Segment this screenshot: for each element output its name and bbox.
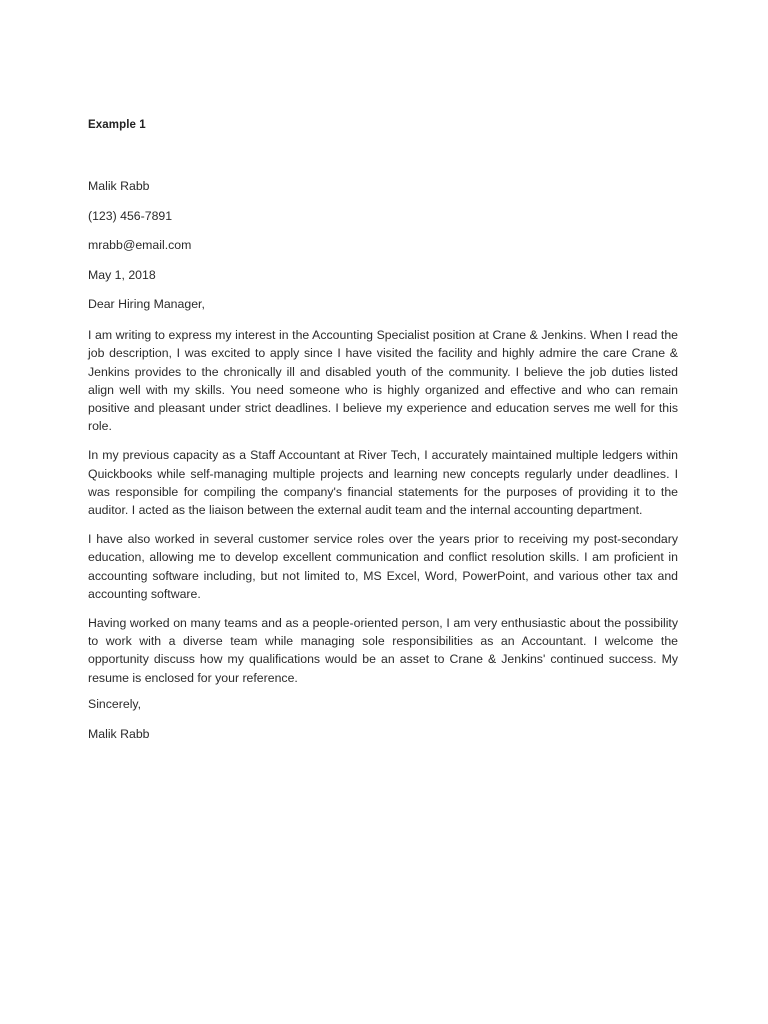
letterhead-block xyxy=(88,179,678,283)
salutation: Dear Hiring Manager, xyxy=(88,297,205,311)
valediction: Sincerely, xyxy=(88,697,142,712)
body-paragraph: In my previous capacity as a Staff Accountant at River Tech, I accurately maintained multiple ledgers within Quickbooks while self-managing multiple projects and learning new concepts regularly under deadlines. I was responsible for compiling the company's financial statements for the purposes of providing it to the auditor. I acted as the liaison between the external audit team and the internal accounting department. xyxy=(88,448,678,518)
sender-name: Malik Rabb xyxy=(88,179,150,193)
page-title: Example 1 xyxy=(88,119,146,131)
closing-block xyxy=(88,697,678,742)
signature-name: Malik Rabb xyxy=(88,726,150,741)
body-paragraph: I have also worked in several customer service roles over the years prior to receiving my post-secondary education, allowing me to develop excellent communication and conflict resolution skills. I am proficient in accounting software including, but not limited to, MS Excel, Word, PowerPoint, and various other tax and accounting software. xyxy=(88,531,678,601)
body-paragraph: I am writing to express my interest in the Accounting Specialist position at Crane & Jenkins. When I read the job description, I was excited to apply since I have visited the facility and highly admire the care Crane & Jenkins provides to the chronically ill and disabled youth of the community. I believe the job duties listed align well with my skills. You need someone who is highly organized and effective and who can remain positive and pleasant under strict deadlines. I believe my experience and education serves me well for this role. xyxy=(88,328,678,434)
body-paragraph: Having worked on many teams and as a people-oriented person, I am very enthusiastic about the possibility to work with a diverse team while managing sole responsibilities as an Accountant. I welcome the opportunity discuss how my qualifications would be an asset to Crane & Jenkins' continued success. My resume is enclosed for your reference. xyxy=(88,615,678,685)
letter-date: May 1, 2018 xyxy=(88,267,156,282)
sender-email: mrabb@email.com xyxy=(88,238,192,252)
sender-phone: (123) 456-7891 xyxy=(88,208,173,223)
